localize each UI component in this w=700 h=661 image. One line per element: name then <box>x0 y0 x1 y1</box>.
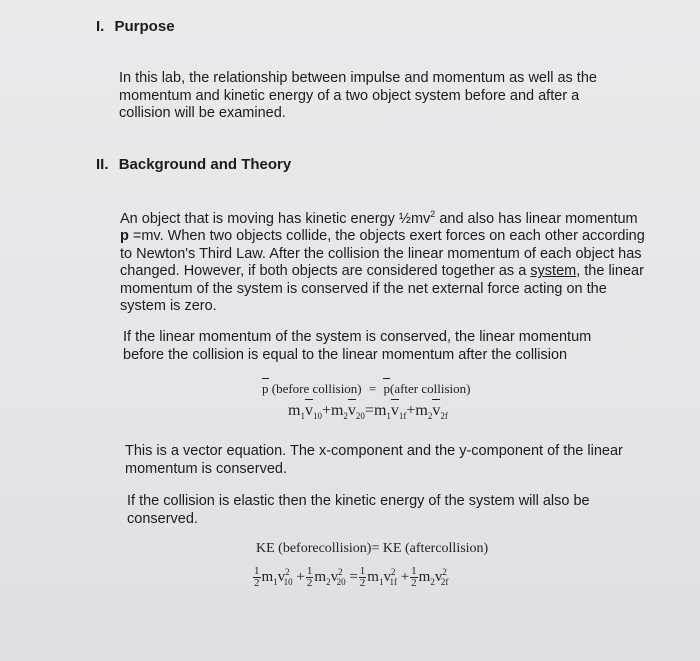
background-paragraph-2: If the linear momentum of the system is conserved, the linear momentum before the collision is equal to the linear momentum after the collision <box>123 329 592 363</box>
background-paragraph-3: This is a vector equation. The x-component and the y-component of the linear momentum is conserved. <box>125 443 623 477</box>
purpose-paragraph: In this lab, the relationship between impulse and momentum as well as the momentum and kinetic energy of a two object system before and after a collision will be examined. <box>119 70 597 121</box>
ke-equation: $\frac{1}{2}$ $m_1v^2_{10}$ + $\frac{1}{2}$ $m_2v^2_{20}$ = $\frac{1}{2}$ $m_1v^2_{1f}$ + $\frac{1}{2}$ $m_2v^2_{2f}$ <box>254 565 449 589</box>
section-heading-background <box>96 156 291 173</box>
section-title: Background and Theory <box>118 156 292 173</box>
system-term: system <box>530 263 577 280</box>
background-paragraph-1: An object that is moving has kinetic energy $\frac{1}{2}mv^2$ and also has linear momentum p =mv. When two objects collide, the objects exert forces on each other according to Newton's Third Law. After the collision the linear momentum of each object has changed. However, if both objects are considered together as a system, the linear momentum of the system is conserved if the net external force acting on the system is zero. <box>120 209 645 315</box>
momentum-equation: $m_1v_{10}+m_2v_{20}=m_1v_{1f}+m_2v_{2f}$ <box>288 402 448 422</box>
section-heading-purpose <box>96 18 175 35</box>
ke-equation-label: KE (beforecollision)= KE (aftercollision) <box>256 541 489 556</box>
section-number: II. <box>96 156 109 173</box>
momentum-equation-label: p (before collision) = p(after collision) <box>262 381 471 396</box>
section-title: Purpose <box>114 18 175 35</box>
background-paragraph-4: If the collision is elastic then the kinetic energy of the system will also be conserved. <box>127 493 590 527</box>
section-number: I. <box>96 18 105 35</box>
